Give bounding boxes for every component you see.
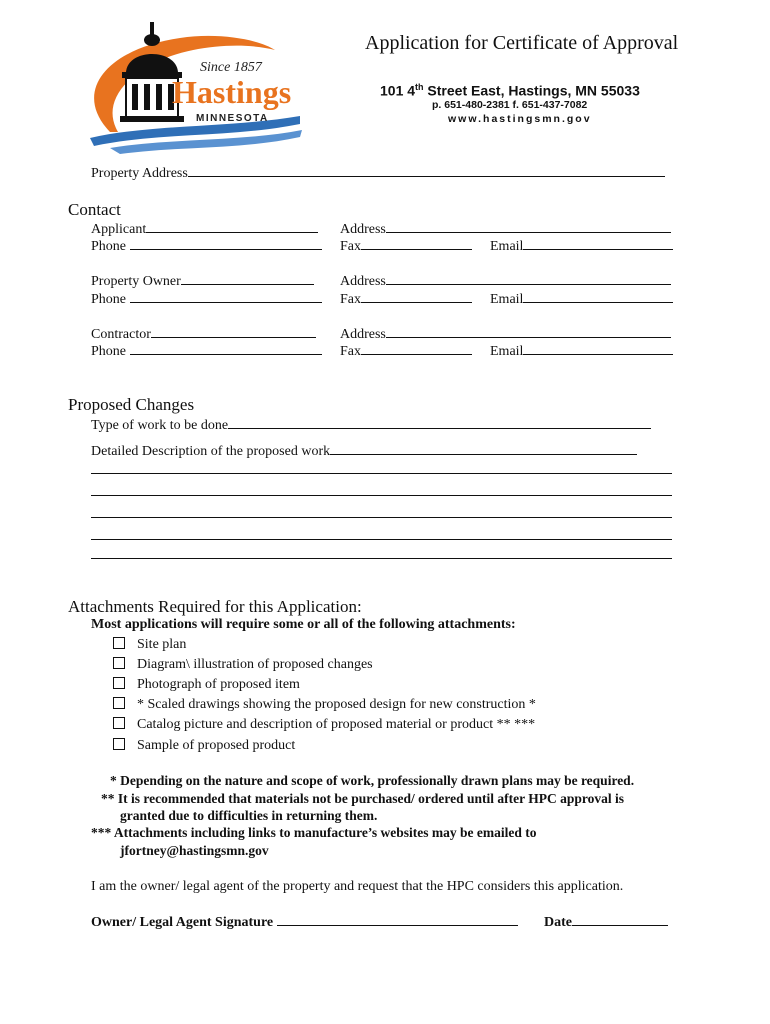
applicant-fax-field[interactable] xyxy=(361,237,472,250)
description-line[interactable] xyxy=(91,461,672,474)
applicant-row: Applicant xyxy=(91,220,318,238)
description-field[interactable] xyxy=(330,442,637,455)
type-of-work-row: Type of work to be done xyxy=(91,416,651,434)
note-1: * Depending on the nature and scope of work, professionally drawn plans may be required. xyxy=(110,773,635,788)
attachments-intro: Most applications will require some or all of the following attachments: xyxy=(91,617,516,632)
contractor-email-field[interactable] xyxy=(523,342,673,355)
type-of-work-field[interactable] xyxy=(228,416,651,429)
signature-field[interactable] xyxy=(277,913,518,926)
applicant-phone-field[interactable] xyxy=(130,237,322,250)
photograph-checkbox[interactable] xyxy=(113,677,125,689)
applicant-email-field[interactable] xyxy=(523,237,673,250)
date-row: Date xyxy=(544,913,668,931)
owner-statement: I am the owner/ legal agent of the property and request that the HPC considers this application. xyxy=(91,879,624,894)
attachment-item: Site plan xyxy=(113,637,186,653)
attachment-item: Diagram\ illustration of proposed changes xyxy=(113,657,373,673)
applicant-address-field[interactable] xyxy=(386,220,671,233)
diagram-checkbox[interactable] xyxy=(113,657,125,669)
owner-email-field[interactable] xyxy=(523,290,673,303)
contractor-fax-field[interactable] xyxy=(361,342,472,355)
owner-address-row: Address xyxy=(340,272,671,290)
attachment-item: Photograph of proposed item xyxy=(113,677,300,693)
description-line[interactable] xyxy=(91,483,672,496)
property-address-field[interactable] xyxy=(188,164,665,177)
attachment-item: * Scaled drawings showing the proposed design for new construction * xyxy=(113,697,536,713)
owner-fax-row: Fax xyxy=(340,290,472,308)
applicant-phone-row: Phone xyxy=(91,237,322,255)
signature-row: Owner/ Legal Agent Signature xyxy=(91,913,518,931)
scaled-drawings-checkbox[interactable] xyxy=(113,697,125,709)
owner-address-field[interactable] xyxy=(386,272,671,285)
sample-checkbox[interactable] xyxy=(113,738,125,750)
description-line[interactable] xyxy=(91,505,672,518)
description-line[interactable] xyxy=(91,527,672,540)
attachment-item: Catalog picture and description of proposed material or product ** *** xyxy=(113,717,535,733)
note-2-cont: granted due to difficulties in returning them. xyxy=(120,808,378,823)
description-line[interactable] xyxy=(91,546,672,559)
owner-fax-field[interactable] xyxy=(361,290,472,303)
contractor-row: Contractor xyxy=(91,325,316,343)
owner-phone-row: Phone xyxy=(91,290,322,308)
office-phone-fax: p. 651-480-2381 f. 651-437-7082 xyxy=(432,99,588,111)
form-title: Application for Certificate of Approval xyxy=(365,32,679,54)
applicant-field[interactable] xyxy=(146,220,318,233)
website-link[interactable]: www.hastingsmn.gov xyxy=(448,113,592,125)
contractor-fax-row: Fax xyxy=(340,342,472,360)
applicant-email-row: Email xyxy=(490,237,673,255)
description-row: Detailed Description of the proposed work xyxy=(91,442,637,460)
logo-since: Since 1857 xyxy=(200,60,262,75)
owner-email-row: Email xyxy=(490,290,673,308)
contact-heading: Contact xyxy=(68,200,121,219)
note-2: ** It is recommended that materials not be purchased/ ordered until after HPC approval is xyxy=(101,791,624,806)
contact-email[interactable]: jfortney@hastingsmn.gov xyxy=(120,843,269,858)
attachments-heading: Attachments Required for this Application: xyxy=(68,597,362,616)
property-address-row: Property Address xyxy=(91,164,665,182)
owner-row: Property Owner xyxy=(91,272,314,290)
proposed-changes-heading: Proposed Changes xyxy=(68,395,195,414)
site-plan-checkbox[interactable] xyxy=(113,637,125,649)
contractor-email-row: Email xyxy=(490,342,673,360)
owner-field[interactable] xyxy=(181,272,314,285)
note-3: *** Attachments including links to manufacture’s websites may be emailed to xyxy=(91,825,537,840)
logo-city: Hastings xyxy=(172,74,292,110)
attachment-item: Sample of proposed product xyxy=(113,738,295,754)
contractor-phone-field[interactable] xyxy=(130,342,322,355)
office-address: 101 4th Street East, Hastings, MN 55033 xyxy=(380,82,640,99)
applicant-fax-row: Fax xyxy=(340,237,472,255)
logo-state: MINNESOTA xyxy=(196,113,269,124)
applicant-address-row: Address xyxy=(340,220,671,238)
contractor-phone-row: Phone xyxy=(91,342,322,360)
contractor-field[interactable] xyxy=(151,325,316,338)
contractor-address-row: Address xyxy=(340,325,671,343)
owner-phone-field[interactable] xyxy=(130,290,322,303)
date-field[interactable] xyxy=(572,913,668,926)
contractor-address-field[interactable] xyxy=(386,325,671,338)
catalog-picture-checkbox[interactable] xyxy=(113,717,125,729)
